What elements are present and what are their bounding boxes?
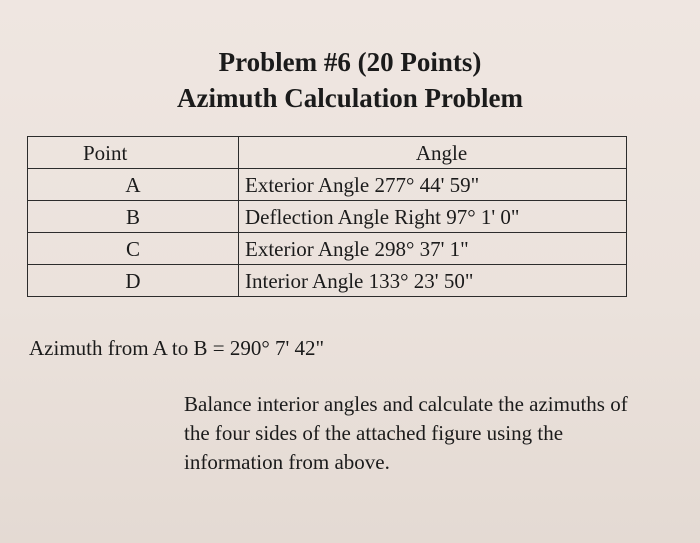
point-cell: B <box>28 201 239 233</box>
problem-subtitle: Azimuth Calculation Problem <box>177 83 523 113</box>
azimuth-statement: Azimuth from A to B = 290° 7' 42" <box>29 336 325 360</box>
angle-cell: Exterior Angle 298° 37' 1" <box>239 233 627 265</box>
problem-title: Problem #6 (20 Points) <box>218 47 482 77</box>
point-cell: C <box>28 233 239 265</box>
point-cell: A <box>28 169 239 201</box>
instructions-text: Balance interior angles and calculate the azimuths of the four sides of the attached figure using the information from above. <box>184 392 628 474</box>
header-point: Point <box>28 137 239 169</box>
angle-table <box>27 136 627 297</box>
angle-cell: Interior Angle 133° 23' 50" <box>239 265 627 297</box>
table-row <box>28 265 627 297</box>
angle-cell: Exterior Angle 277° 44' 59" <box>239 169 627 201</box>
angle-cell: Deflection Angle Right 97° 1' 0" <box>239 201 627 233</box>
table-header-row <box>28 137 627 169</box>
table-row <box>28 233 627 265</box>
table-row <box>28 169 627 201</box>
table-row <box>28 201 627 233</box>
point-cell: D <box>28 265 239 297</box>
header-angle: Angle <box>239 137 627 169</box>
